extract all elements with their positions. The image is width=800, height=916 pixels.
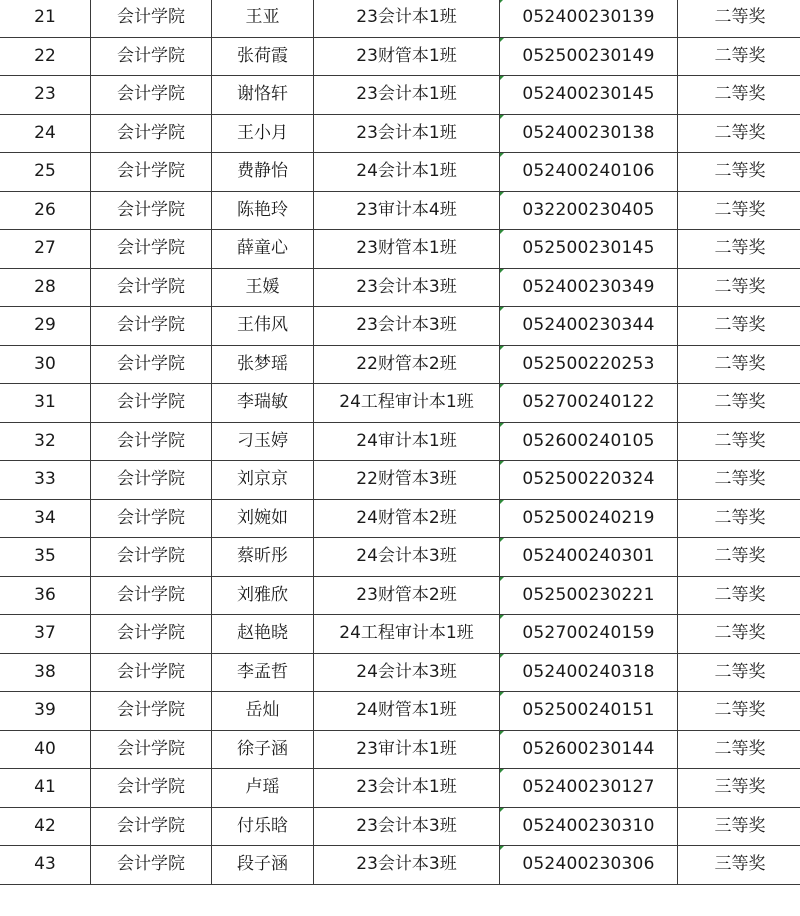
row-number-cell[interactable]: 25 xyxy=(0,153,91,192)
college-cell[interactable]: 会计学院 xyxy=(91,384,212,423)
student-name-cell[interactable]: 王媛 xyxy=(212,268,314,307)
row-number-cell[interactable]: 29 xyxy=(0,307,91,346)
table-row xyxy=(0,807,800,846)
college-cell[interactable]: 会计学院 xyxy=(91,692,212,731)
class-cell[interactable]: 23会计本1班 xyxy=(314,76,500,115)
row-number-cell[interactable]: 35 xyxy=(0,538,91,577)
table-row xyxy=(0,345,800,384)
row-number-cell[interactable]: 23 xyxy=(0,76,91,115)
student-name-cell[interactable]: 卢瑶 xyxy=(212,769,314,808)
college-cell[interactable]: 会计学院 xyxy=(91,653,212,692)
college-cell[interactable]: 会计学院 xyxy=(91,307,212,346)
award-cell[interactable]: 二等奖 xyxy=(678,384,800,423)
table-row xyxy=(0,230,800,269)
row-number-cell[interactable]: 41 xyxy=(0,769,91,808)
award-cell[interactable]: 二等奖 xyxy=(678,37,800,76)
student-id-cell[interactable]: 032200230405 xyxy=(500,191,678,230)
student-id-cell[interactable]: 052400230306 xyxy=(500,846,678,885)
class-cell[interactable]: 23审计本4班 xyxy=(314,191,500,230)
student-id-cell[interactable]: 052600240105 xyxy=(500,422,678,461)
award-cell[interactable]: 二等奖 xyxy=(678,653,800,692)
row-number-cell[interactable]: 27 xyxy=(0,230,91,269)
student-id-cell[interactable]: 052400240318 xyxy=(500,653,678,692)
college-cell[interactable]: 会计学院 xyxy=(91,345,212,384)
row-number-cell[interactable]: 43 xyxy=(0,846,91,885)
student-name-cell[interactable]: 费静怡 xyxy=(212,153,314,192)
class-cell[interactable]: 24财管本1班 xyxy=(314,692,500,731)
class-cell[interactable]: 23会计本3班 xyxy=(314,846,500,885)
student-name-cell[interactable]: 张荷霞 xyxy=(212,37,314,76)
award-cell[interactable]: 二等奖 xyxy=(678,153,800,192)
student-name-cell[interactable]: 刘婉如 xyxy=(212,499,314,538)
college-cell[interactable]: 会计学院 xyxy=(91,76,212,115)
student-id-cell[interactable]: 052400230145 xyxy=(500,76,678,115)
student-name-cell[interactable]: 赵艳晓 xyxy=(212,615,314,654)
class-cell[interactable]: 24财管本2班 xyxy=(314,499,500,538)
table-row xyxy=(0,499,800,538)
college-cell[interactable]: 会计学院 xyxy=(91,615,212,654)
college-cell[interactable]: 会计学院 xyxy=(91,0,212,37)
table-row xyxy=(0,538,800,577)
table-row xyxy=(0,268,800,307)
college-cell[interactable]: 会计学院 xyxy=(91,37,212,76)
class-cell[interactable]: 24工程审计本1班 xyxy=(314,384,500,423)
award-cell[interactable]: 二等奖 xyxy=(678,615,800,654)
award-cell[interactable]: 三等奖 xyxy=(678,807,800,846)
student-name-cell[interactable]: 蔡昕彤 xyxy=(212,538,314,577)
table-row xyxy=(0,730,800,769)
student-id-cell[interactable]: 052500230145 xyxy=(500,230,678,269)
class-cell[interactable]: 24会计本1班 xyxy=(314,153,500,192)
table-row xyxy=(0,37,800,76)
class-cell[interactable]: 23会计本1班 xyxy=(314,769,500,808)
table-row xyxy=(0,692,800,731)
row-number-cell[interactable]: 40 xyxy=(0,730,91,769)
award-cell[interactable]: 二等奖 xyxy=(678,114,800,153)
class-cell[interactable]: 23财管本2班 xyxy=(314,576,500,615)
row-number-cell[interactable]: 24 xyxy=(0,114,91,153)
student-name-cell[interactable]: 陈艳玲 xyxy=(212,191,314,230)
class-cell[interactable]: 22财管本2班 xyxy=(314,345,500,384)
table-row xyxy=(0,76,800,115)
college-cell[interactable]: 会计学院 xyxy=(91,153,212,192)
row-number-cell[interactable]: 38 xyxy=(0,653,91,692)
college-cell[interactable]: 会计学院 xyxy=(91,846,212,885)
award-cell[interactable]: 二等奖 xyxy=(678,576,800,615)
award-cell[interactable]: 二等奖 xyxy=(678,461,800,500)
class-cell[interactable]: 23会计本3班 xyxy=(314,268,500,307)
award-cell[interactable]: 二等奖 xyxy=(678,191,800,230)
table-row xyxy=(0,653,800,692)
student-id-cell[interactable]: 052600230144 xyxy=(500,730,678,769)
table-row xyxy=(0,114,800,153)
student-name-cell[interactable]: 李孟哲 xyxy=(212,653,314,692)
row-number-cell[interactable]: 31 xyxy=(0,384,91,423)
award-cell[interactable]: 二等奖 xyxy=(678,692,800,731)
class-cell[interactable]: 24审计本1班 xyxy=(314,422,500,461)
college-cell[interactable]: 会计学院 xyxy=(91,114,212,153)
row-number-cell[interactable]: 36 xyxy=(0,576,91,615)
student-id-cell[interactable]: 052500220324 xyxy=(500,461,678,500)
class-cell[interactable]: 23会计本3班 xyxy=(314,307,500,346)
college-cell[interactable]: 会计学院 xyxy=(91,461,212,500)
table-row xyxy=(0,846,800,885)
award-cell[interactable]: 二等奖 xyxy=(678,538,800,577)
student-name-cell[interactable]: 王伟风 xyxy=(212,307,314,346)
row-number-cell[interactable]: 32 xyxy=(0,422,91,461)
student-id-cell[interactable]: 052400230127 xyxy=(500,769,678,808)
student-id-cell[interactable]: 052400230344 xyxy=(500,307,678,346)
row-number-cell[interactable]: 37 xyxy=(0,615,91,654)
award-cell[interactable]: 二等奖 xyxy=(678,345,800,384)
table-row xyxy=(0,191,800,230)
class-cell[interactable]: 23财管本1班 xyxy=(314,37,500,76)
college-cell[interactable]: 会计学院 xyxy=(91,576,212,615)
award-cell[interactable]: 二等奖 xyxy=(678,0,800,37)
college-cell[interactable]: 会计学院 xyxy=(91,538,212,577)
college-cell[interactable]: 会计学院 xyxy=(91,499,212,538)
class-cell[interactable]: 24会计本3班 xyxy=(314,653,500,692)
student-name-cell[interactable]: 刘雅欣 xyxy=(212,576,314,615)
table-row xyxy=(0,615,800,654)
row-number-cell[interactable]: 34 xyxy=(0,499,91,538)
award-cell[interactable]: 二等奖 xyxy=(678,230,800,269)
student-id-cell[interactable]: 052500230149 xyxy=(500,37,678,76)
student-id-cell[interactable]: 052400230138 xyxy=(500,114,678,153)
award-cell[interactable]: 三等奖 xyxy=(678,769,800,808)
table-row xyxy=(0,0,800,37)
row-number-cell[interactable]: 33 xyxy=(0,461,91,500)
student-name-cell[interactable]: 刁玉婷 xyxy=(212,422,314,461)
student-id-cell[interactable]: 052400240106 xyxy=(500,153,678,192)
student-id-cell[interactable]: 052500240151 xyxy=(500,692,678,731)
class-cell[interactable]: 23会计本3班 xyxy=(314,807,500,846)
student-id-cell[interactable]: 052700240122 xyxy=(500,384,678,423)
class-cell[interactable]: 23会计本1班 xyxy=(314,0,500,37)
student-name-cell[interactable]: 岳灿 xyxy=(212,692,314,731)
row-number-cell[interactable]: 26 xyxy=(0,191,91,230)
college-cell[interactable]: 会计学院 xyxy=(91,422,212,461)
award-cell[interactable]: 二等奖 xyxy=(678,307,800,346)
student-name-cell[interactable]: 李瑞敏 xyxy=(212,384,314,423)
class-cell[interactable]: 24会计本3班 xyxy=(314,538,500,577)
row-number-cell[interactable]: 21 xyxy=(0,0,91,37)
college-cell[interactable]: 会计学院 xyxy=(91,769,212,808)
table-row xyxy=(0,769,800,808)
college-cell[interactable]: 会计学院 xyxy=(91,807,212,846)
table-row xyxy=(0,461,800,500)
student-id-cell[interactable]: 052500230221 xyxy=(500,576,678,615)
row-number-cell[interactable]: 39 xyxy=(0,692,91,731)
student-name-cell[interactable]: 王亚 xyxy=(212,0,314,37)
student-name-cell[interactable]: 王小月 xyxy=(212,114,314,153)
award-cell[interactable]: 二等奖 xyxy=(678,499,800,538)
class-cell[interactable]: 23审计本1班 xyxy=(314,730,500,769)
student-name-cell[interactable]: 张梦瑶 xyxy=(212,345,314,384)
class-cell[interactable]: 23会计本1班 xyxy=(314,114,500,153)
row-number-cell[interactable]: 42 xyxy=(0,807,91,846)
student-id-cell[interactable]: 052700240159 xyxy=(500,615,678,654)
student-id-cell[interactable]: 052400240301 xyxy=(500,538,678,577)
award-cell[interactable]: 二等奖 xyxy=(678,422,800,461)
class-cell[interactable]: 23财管本1班 xyxy=(314,230,500,269)
college-cell[interactable]: 会计学院 xyxy=(91,268,212,307)
student-id-cell[interactable]: 052400230349 xyxy=(500,268,678,307)
class-cell[interactable]: 24工程审计本1班 xyxy=(314,615,500,654)
student-name-cell[interactable]: 付乐晗 xyxy=(212,807,314,846)
award-cell[interactable]: 二等奖 xyxy=(678,268,800,307)
student-id-cell[interactable]: 052500240219 xyxy=(500,499,678,538)
table-row xyxy=(0,384,800,423)
table-row xyxy=(0,576,800,615)
row-number-cell[interactable]: 28 xyxy=(0,268,91,307)
table-row xyxy=(0,307,800,346)
student-id-cell[interactable]: 052400230139 xyxy=(500,0,678,37)
college-cell[interactable]: 会计学院 xyxy=(91,191,212,230)
student-name-cell[interactable]: 段子涵 xyxy=(212,846,314,885)
table-row xyxy=(0,422,800,461)
award-cell[interactable]: 二等奖 xyxy=(678,730,800,769)
student-name-cell[interactable]: 谢恪轩 xyxy=(212,76,314,115)
student-name-cell[interactable]: 刘京京 xyxy=(212,461,314,500)
award-cell[interactable]: 二等奖 xyxy=(678,76,800,115)
student-id-cell[interactable]: 052500220253 xyxy=(500,345,678,384)
student-id-cell[interactable]: 052400230310 xyxy=(500,807,678,846)
table-row xyxy=(0,153,800,192)
student-name-cell[interactable]: 徐子涵 xyxy=(212,730,314,769)
student-name-cell[interactable]: 薛童心 xyxy=(212,230,314,269)
row-number-cell[interactable]: 30 xyxy=(0,345,91,384)
award-cell[interactable]: 三等奖 xyxy=(678,846,800,885)
class-cell[interactable]: 22财管本3班 xyxy=(314,461,500,500)
college-cell[interactable]: 会计学院 xyxy=(91,230,212,269)
row-number-cell[interactable]: 22 xyxy=(0,37,91,76)
college-cell[interactable]: 会计学院 xyxy=(91,730,212,769)
